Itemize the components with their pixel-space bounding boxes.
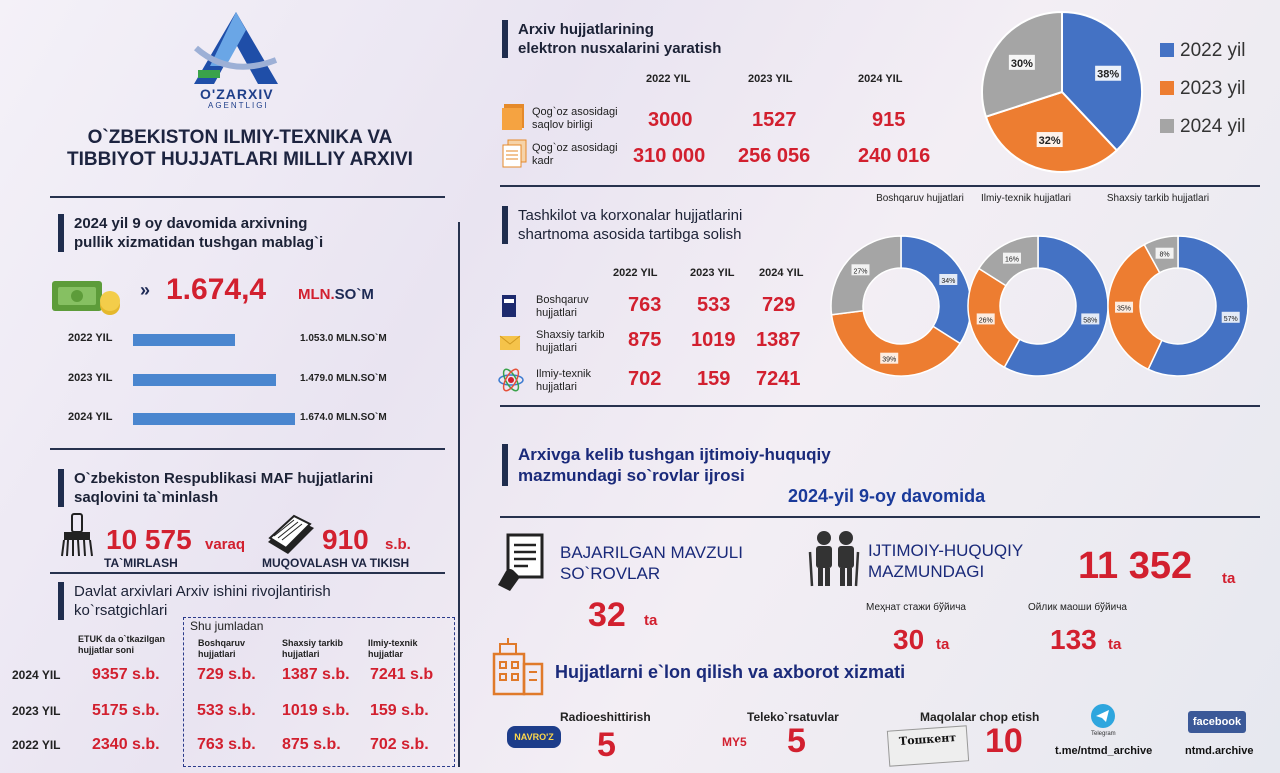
elec-cell: 3000 bbox=[648, 109, 693, 131]
media-heading: Hujjatlarni e`lon qilish va axborot xizmati bbox=[555, 662, 906, 682]
elec-year-header: 2022 YIL bbox=[646, 73, 691, 85]
dev-cell: 729 s.b. bbox=[197, 666, 256, 683]
revenue-heading bbox=[58, 214, 323, 252]
requests-d-value: 133 bbox=[1050, 624, 1097, 655]
requests-heading bbox=[502, 444, 831, 486]
tv-label: Teleko`rsatuvlar bbox=[747, 710, 839, 724]
elec-row-label-line1: Qog`oz asosidagi bbox=[532, 142, 618, 154]
requests-d-unit: ta bbox=[1108, 636, 1122, 653]
elec-row-label-line2: saqlov birligi bbox=[532, 119, 593, 131]
donut-label: 34% bbox=[941, 277, 956, 285]
divider bbox=[500, 405, 1260, 407]
elec-year-header: 2023 YIL bbox=[748, 73, 793, 85]
legend-label: 2022 yil bbox=[1180, 40, 1246, 61]
dev-cell: 763 s.b. bbox=[197, 736, 256, 753]
elec-row-label bbox=[532, 142, 618, 168]
dev-cell: 1387 s.b. bbox=[282, 666, 350, 683]
revenue-unit-som: SO`M bbox=[334, 286, 374, 303]
money-icon bbox=[50, 275, 124, 319]
revenue-unit-mln: MLN. bbox=[298, 286, 335, 303]
legend-label: 2023 yil bbox=[1180, 78, 1246, 99]
requests-d-label: Ойлик маоши бўйича bbox=[1028, 602, 1127, 613]
org-row-label-line2: hujjatlari bbox=[536, 381, 577, 393]
org-cell: 1019 bbox=[691, 329, 736, 351]
donut-label: 8% bbox=[1159, 251, 1170, 259]
elec-row-label-line2: kadr bbox=[532, 155, 554, 167]
maf-repair-caption: TA`MIRLASH bbox=[104, 556, 178, 570]
requests-a-line1: BAJARILGAN MAVZULI bbox=[560, 543, 743, 562]
elec-heading-line1: Arxiv hujjatlarining bbox=[518, 21, 654, 38]
revenue-bar-value: 1.053.0 MLN.SO`M bbox=[300, 333, 387, 344]
dev-row-year: 2024 YIL bbox=[12, 668, 61, 682]
donut-label: 39% bbox=[882, 356, 897, 364]
elec-cell: 915 bbox=[872, 109, 906, 131]
binder-icon bbox=[498, 293, 520, 321]
requests-a-label bbox=[560, 542, 743, 584]
elec-cell: 240 016 bbox=[858, 145, 931, 167]
org-cell: 159 bbox=[697, 368, 731, 390]
org-cell: 1387 bbox=[756, 329, 801, 351]
elec-pie-chart bbox=[980, 5, 1270, 185]
elec-cell: 310 000 bbox=[633, 145, 706, 167]
dev-row-year: 2023 YIL bbox=[12, 704, 61, 718]
org-row-label-line1: Shaxsiy tarkib bbox=[536, 329, 605, 341]
legend-label: 2024 yil bbox=[1180, 116, 1246, 137]
dev-cell: 533 s.b. bbox=[197, 702, 256, 719]
org-cell: 729 bbox=[762, 294, 796, 316]
elec-year-header: 2024 YIL bbox=[858, 73, 903, 85]
org-cell: 763 bbox=[628, 294, 662, 316]
requests-b-line2: MAZMUNDAGI bbox=[868, 562, 985, 581]
tv-value: 5 bbox=[787, 722, 806, 760]
org-heading-line1: Tashkilot va korxonalar hujjatlarini bbox=[518, 207, 743, 224]
newspaper-logo-text: Тошкент bbox=[898, 731, 957, 748]
requests-b-value: 11 352 bbox=[1078, 545, 1193, 587]
org-cell: 533 bbox=[697, 294, 731, 316]
org-cell: 702 bbox=[628, 368, 662, 390]
document-hand-icon bbox=[496, 533, 548, 593]
book-binding-icon bbox=[264, 512, 318, 558]
maf-binding-caption: MUQOVALASH VA TIKISH bbox=[262, 556, 410, 570]
column-divider bbox=[458, 222, 460, 767]
dev-heading-line2: ko`rsatgichlari bbox=[74, 602, 168, 619]
press-label: Maqolalar chop etish bbox=[920, 710, 1040, 724]
page-title-line2: TIBBIYOT HUJJATLARI MILLIY ARXIVI bbox=[67, 149, 413, 170]
telegram-icon[interactable] bbox=[1090, 703, 1116, 729]
logo-text: O'ZARXIV bbox=[200, 86, 274, 102]
donut-title: Boshqaruv hujjatlari bbox=[876, 193, 964, 204]
revenue-bar bbox=[133, 334, 235, 346]
donut-title: Shaxsiy tarkib hujjatlari bbox=[1106, 193, 1210, 204]
paint-brush-icon bbox=[58, 512, 98, 558]
elec-cell: 256 056 bbox=[738, 145, 811, 167]
requests-b-unit: ta bbox=[1222, 570, 1236, 587]
radio-label: Radioeshittirish bbox=[560, 710, 651, 724]
donut-label: 35% bbox=[1117, 305, 1132, 313]
elec-row-label-line1: Qog`oz asosidagi bbox=[532, 106, 618, 118]
org-row-label bbox=[536, 368, 591, 394]
maf-heading bbox=[58, 469, 373, 507]
dev-col-shaxsiy: Shaxsiy tarkib hujjatlari bbox=[282, 638, 344, 659]
org-year-header: 2024 YIL bbox=[759, 267, 804, 279]
maf-heading-line2: saqlovini ta`minlash bbox=[74, 489, 219, 506]
logo-subtext: AGENTLIGI bbox=[208, 101, 269, 110]
requests-period: 2024-yil 9-oy davomida bbox=[788, 486, 986, 506]
donut-label: 16% bbox=[1004, 256, 1019, 264]
atom-icon bbox=[497, 367, 525, 393]
revenue-bar-value: 1.674.0 MLN.SO`M bbox=[300, 412, 387, 423]
requests-a-value: 32 bbox=[588, 596, 626, 634]
page-title bbox=[50, 127, 430, 171]
org-cell: 875 bbox=[628, 329, 662, 351]
dev-cell: 702 s.b. bbox=[370, 736, 429, 753]
pie-label: 38% bbox=[1097, 68, 1120, 81]
elec-heading-line2: elektron nusxalarini yaratish bbox=[518, 40, 722, 57]
revenue-year-label: 2022 YIL bbox=[68, 332, 113, 344]
org-heading-line2: shartnoma asosida tartibga solish bbox=[518, 226, 742, 243]
org-row-label-line1: Ilmiy-texnik bbox=[536, 368, 592, 380]
requests-c-value: 30 bbox=[893, 624, 925, 655]
envelope-icon bbox=[498, 332, 522, 352]
donut-label: 27% bbox=[853, 268, 868, 276]
revenue-bar-value: 1.479.0 MLN.SO`M bbox=[300, 373, 387, 384]
telegram-link[interactable]: t.me/ntmd_archive bbox=[1055, 745, 1153, 757]
pie-label: 32% bbox=[1038, 135, 1061, 148]
donut-label: 58% bbox=[1083, 317, 1098, 325]
dev-row-year: 2022 YIL bbox=[12, 738, 61, 752]
newspaper-logo bbox=[887, 725, 969, 766]
revenue-year-label: 2023 YIL bbox=[68, 372, 113, 384]
divider bbox=[50, 196, 445, 198]
requests-a-line2: SO`ROVLAR bbox=[560, 564, 661, 583]
ozarxiv-logo-icon bbox=[190, 8, 282, 88]
revenue-bar bbox=[133, 374, 276, 386]
telegram-caption: Telegram bbox=[1091, 731, 1116, 737]
legend-swatch bbox=[1160, 81, 1174, 95]
dev-col-ilmiy: Ilmiy-texnik hujjatlar bbox=[368, 638, 418, 659]
radio-value: 5 bbox=[597, 726, 616, 764]
revenue-bar bbox=[133, 413, 295, 425]
dev-heading-line1: Davlat arxivlari Arxiv ishini rivojlantirish bbox=[74, 583, 331, 600]
org-row-label-line2: hujjatlari bbox=[536, 307, 577, 319]
org-row-label bbox=[536, 294, 589, 320]
legend-swatch bbox=[1160, 43, 1174, 57]
org-row-label bbox=[536, 329, 604, 355]
org-year-header: 2022 YIL bbox=[613, 267, 658, 279]
org-cell: 7241 bbox=[756, 368, 801, 390]
divider bbox=[50, 448, 445, 450]
org-year-header: 2023 YIL bbox=[690, 267, 735, 279]
requests-a-unit: ta bbox=[644, 612, 658, 629]
elec-cell: 1527 bbox=[752, 109, 797, 131]
requests-b-line1: IJTIMOIY-HUQUQIY bbox=[868, 541, 1024, 560]
donut-label: 26% bbox=[978, 317, 993, 325]
dev-cell: 5175 s.b. bbox=[92, 702, 160, 719]
donut-title: Ilmiy-texnik hujjatlari bbox=[980, 193, 1072, 204]
donut-label: 57% bbox=[1223, 315, 1238, 323]
dev-cell: 7241 s.b bbox=[370, 666, 434, 683]
elec-row-label bbox=[532, 106, 618, 132]
facebook-logo[interactable]: facebook bbox=[1188, 711, 1246, 733]
revenue-heading-line2: pullik xizmatidan tushgan mablag`i bbox=[74, 234, 324, 251]
dev-col-etuk: ETUK da o`tkazilgan hujjatlar soni bbox=[78, 634, 166, 655]
org-donut-charts bbox=[830, 186, 1260, 401]
dev-cell: 1019 s.b. bbox=[282, 702, 350, 719]
radio-logo: NAVRO'Z bbox=[507, 726, 561, 748]
requests-b-label bbox=[868, 540, 1023, 582]
requests-c-unit: ta bbox=[936, 636, 950, 653]
maf-repair-unit: varaq bbox=[205, 536, 246, 553]
requests-heading-line2: mazmundagi so`rovlar ijrosi bbox=[518, 466, 745, 485]
divider bbox=[50, 572, 445, 574]
legend-swatch bbox=[1160, 119, 1174, 133]
revenue-year-label: 2024 YIL bbox=[68, 411, 113, 423]
press-value: 10 bbox=[985, 722, 1023, 760]
org-row-label-line2: hujjatlari bbox=[536, 342, 577, 354]
requests-c-label: Меҳнат стажи бўйича bbox=[866, 602, 966, 613]
maf-heading-line1: O`zbekiston Respublikasi MAF hujjatlarini bbox=[74, 470, 374, 487]
maf-binding-unit: s.b. bbox=[385, 536, 411, 553]
requests-heading-line1: Arxivga kelib tushgan ijtimoiy-huquqiy bbox=[518, 445, 831, 464]
dev-cell: 159 s.b. bbox=[370, 702, 429, 719]
dev-heading bbox=[58, 582, 331, 620]
revenue-heading-line1: 2024 yil 9 oy davomida arxivning bbox=[74, 215, 308, 232]
folder-icon bbox=[500, 100, 528, 130]
chevron-right-icon: » bbox=[140, 280, 151, 300]
page-title-line1: O`ZBEKISTON ILMIY-TEXNIKA VA bbox=[87, 127, 393, 148]
dev-cell: 875 s.b. bbox=[282, 736, 341, 753]
org-heading bbox=[502, 206, 742, 244]
org-row-label-line1: Boshqaruv bbox=[536, 294, 589, 306]
building-icon bbox=[490, 636, 546, 696]
dev-cell: 9357 s.b. bbox=[92, 666, 160, 683]
elderly-couple-icon bbox=[806, 528, 862, 588]
pie-label: 30% bbox=[1010, 57, 1033, 70]
tv-logo: MY5 bbox=[722, 735, 747, 749]
divider bbox=[500, 516, 1260, 518]
dev-col-boshqaruv: Boshqaruv hujjatlari bbox=[198, 638, 246, 659]
documents-icon bbox=[500, 138, 528, 168]
donut-slice bbox=[831, 236, 901, 315]
facebook-link[interactable]: ntmd.archive bbox=[1185, 745, 1254, 757]
elec-heading bbox=[502, 20, 721, 58]
maf-binding-value: 910 bbox=[322, 524, 369, 555]
revenue-total-value: 1.674,4 bbox=[166, 273, 267, 306]
maf-repair-value: 10 575 bbox=[106, 524, 192, 555]
dev-cell: 2340 s.b. bbox=[92, 736, 160, 753]
revenue-total-unit bbox=[298, 286, 374, 303]
dev-subgroup-label: Shu jumladan bbox=[190, 619, 264, 633]
